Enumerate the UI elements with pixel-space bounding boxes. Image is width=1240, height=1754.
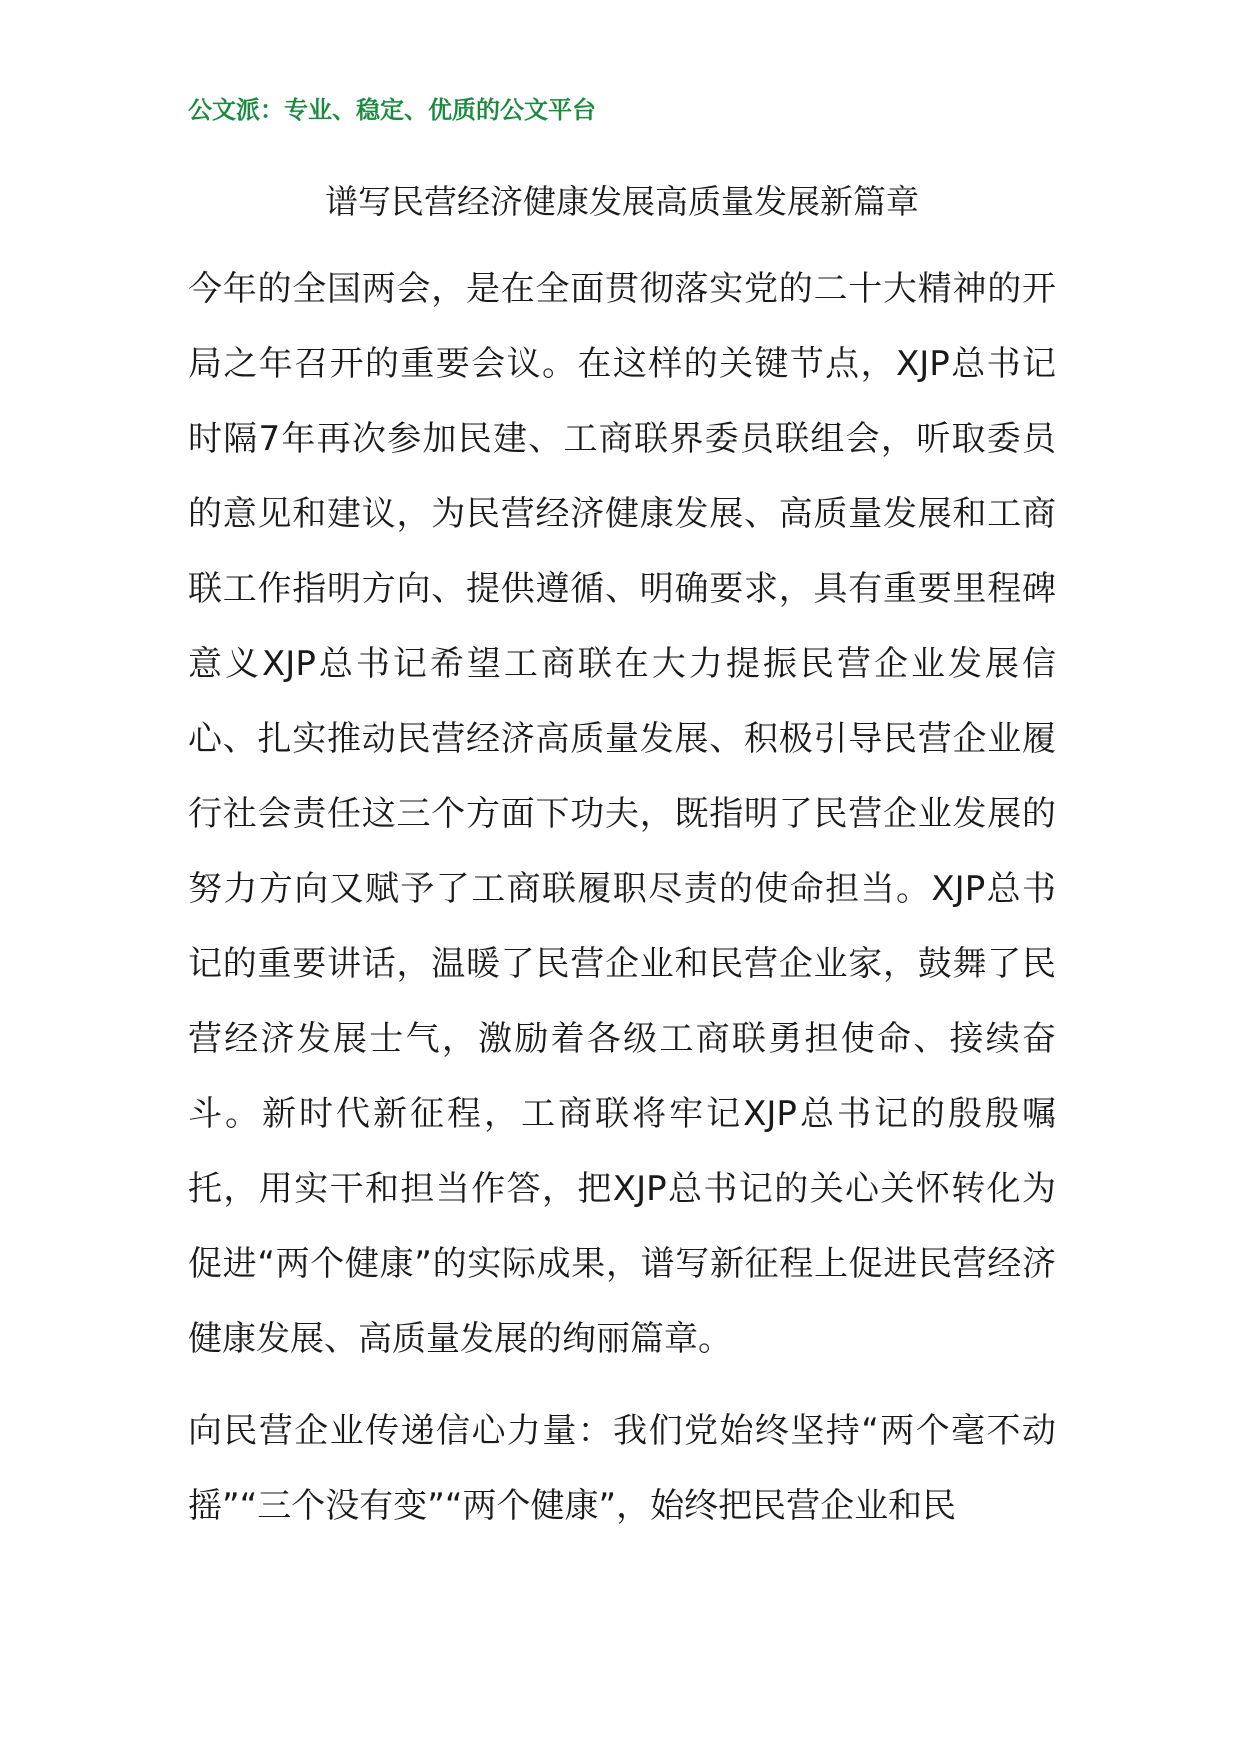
header-brand-text: 公文派：专业、稳定、优质的公文平台: [188, 96, 596, 124]
document-title: 谱写民营经济健康发展高质量发展新篇章: [325, 182, 919, 221]
body-paragraph-2: 向民营企业传递信心力量：我们党始终坚持“两个毫不动摇”“三个没有变”“两个健康”，始终把民营企业和民: [188, 1411, 1056, 1526]
body-paragraph-1: 今年的全国两会，是在全面贯彻落实党的二十大精神的开局之年召开的重要会议。在这样的关键节点，XJP总书记时隔7年再次参加民建、工商联界委员联组会，听取委员的意见和建议，为民营经济健康发展、高质量发展和工商联工作指明方向、提供遵循、明确要求，具有重要里程碑意义XJP总书记希望工商联在大力提振民营企业发展信心、扎实推动民营经济高质量发展、积极引导民营企业履行社会责任这三个方面下功夫，既指明了民营企业发展的努力方向又赋予了工商联履职尽责的使命担当。XJP总书记的重要讲话，温暖了民营企业和民营企业家，鼓舞了民营经济发展士气，激励着各级工商联勇担使命、接续奋斗。新时代新征程，工商联将牢记XJP总书记的殷殷嘱托，用实干和担当作答，把XJP总书记的关心关怀转化为促进“两个健康”的实际成果，谱写新征程上促进民营经济健康发展、高质量发展的绚丽篇章。: [188, 269, 1056, 1359]
